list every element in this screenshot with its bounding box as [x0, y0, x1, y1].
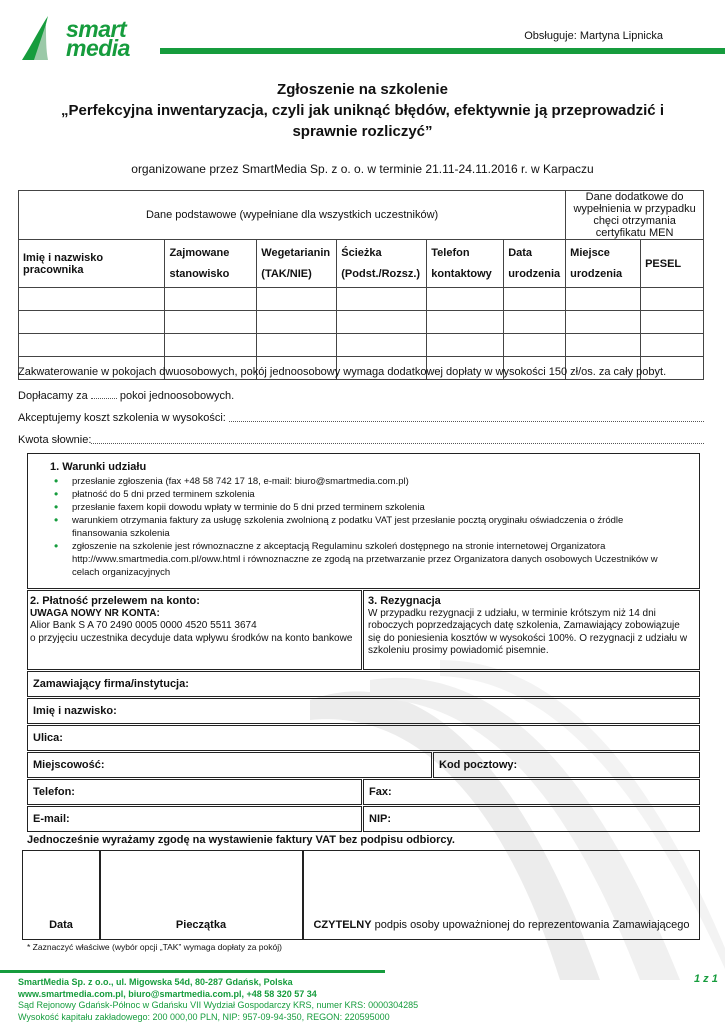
table-row[interactable]: [19, 334, 704, 357]
smartmedia-logo: [18, 14, 158, 64]
city-field[interactable]: Miejscowość:: [27, 752, 432, 778]
training-subtitle: organizowane przez SmartMedia Sp. z o. o. w terminie 21.11-24.11.2016 r. w Karpaczu: [131, 162, 594, 176]
footer-capital: Wysokość kapitału zakładowego: 200 000,00 PLN, NIP: 957-09-94-350, REGON: 220595000: [18, 1011, 390, 1022]
footnote: * Zaznaczyć właściwe (wybór opcji „TAK” wymaga dopłaty za pokój): [27, 942, 282, 952]
date-field[interactable]: Data: [49, 919, 73, 931]
signature-field[interactable]: CZYTELNY podpis osoby upoważnionej do reprezentowania Zamawiającego: [313, 919, 690, 931]
stamp-field[interactable]: Pieczątka: [175, 919, 227, 931]
group-extra-header: Dane dodatkowe do wypełnienia w przypadku chęci otrzymania certyfikatu MEN: [566, 191, 704, 240]
col-header-birth-date: Data urodzenia: [504, 240, 566, 288]
fax-field[interactable]: Fax:: [363, 779, 700, 805]
group-basic-header: Dane podstawowe (wypełniane dla wszystkich uczestników): [19, 191, 566, 240]
conditions-list: [50, 475, 699, 579]
cost-amount-field[interactable]: [229, 412, 704, 422]
payment-box: [27, 590, 362, 670]
page-title: Zgłoszenie na szkolenie: [277, 81, 448, 98]
bank-account: Alior Bank S A 70 2490 0005 0000 4520 5511 3674: [30, 620, 257, 631]
footer-address: SmartMedia Sp. z o.o., ul. Migowska 54d, 80-287 Gdańsk, Polska: [18, 977, 293, 987]
header-green-bar: [160, 48, 725, 54]
logo-line-1: smart: [66, 16, 127, 42]
email-field[interactable]: E-mail:: [27, 806, 362, 832]
col-header-position: Zajmowane stanowisko: [165, 240, 257, 288]
col-header-vegetarian: Wegetarianin (TAK/NIE): [257, 240, 337, 288]
logo-line-2: media: [66, 35, 130, 61]
vat-consent: Jednocześnie wyrażamy zgodę na wystawienie faktury VAT bez podpisu odbiorcy.: [27, 834, 455, 846]
operator-label: Obsługuje: Martyna Lipnicka: [524, 30, 663, 42]
col-header-pesel: PESEL: [641, 240, 704, 288]
list-item: • przesłanie zgłoszenia (fax +48 58 742 17 18, e-mail: biuro@smartmedia.com.pl): [72, 475, 699, 488]
list-item: • zgłoszenie na szkolenie jest równoznaczne z akceptacją Regulaminu szkoleń dostępnego na stronie internetowej Organizatora http://www.smartmedia.com.pl/oww.html i równoznaczne ze zgodą na przetwarzanie przez Organizatora danych osobowych Uczestników w celach organizacyjnych: [72, 540, 699, 579]
participants-table: [18, 190, 704, 380]
footer-block: [18, 977, 418, 1023]
payment-notice: UWAGA NOWY NR KONTA:: [30, 607, 160, 619]
footer-green-bar: [0, 970, 385, 973]
list-item: • warunkiem otrzymania faktury za usługę szkolenia zwolnioną z podatku VAT jest przesłanie pocztą oryginału oświadczenia o źródle finansowania szkolenia: [72, 514, 699, 540]
amount-words-line: Kwota słownie:: [18, 434, 704, 446]
company-field[interactable]: Zamawiający firma/instytucja:: [27, 671, 700, 697]
payment-note: o przyjęciu uczestnika decyduje data wpływu środków na konto bankowe: [30, 632, 353, 644]
nip-field[interactable]: NIP:: [363, 806, 700, 832]
accept-cost-line: Akceptujemy koszt szkolenia w wysokości:: [18, 412, 704, 424]
list-item: • przesłanie faxem kopii dowodu wpłaty w terminie do 5 dni przed terminem szkolenia: [72, 501, 699, 514]
col-header-path: Ścieżka (Podst./Rozsz.): [337, 240, 427, 288]
footer-court: Sąd Rejonowy Gdańsk-Północ w Gdańsku VII Wydział Gospodarczy KRS, numer KRS: 0000304285: [18, 1000, 419, 1010]
resignation-box: [363, 590, 700, 670]
street-field[interactable]: Ulica:: [27, 725, 700, 751]
resignation-text: W przypadku rezygnacji z udziału, w terminie krótszym niż 14 dni roboczych poprzedzających datę szkolenia, Zamawiający zobowiązuje się do poniesienia kosztów w wysokości 100%. O rezygnacji z udziału w szkoleniu prosimy powiadomić pisemnie.: [368, 607, 688, 656]
training-title-line-2: sprawnie rozliczyć”: [292, 123, 433, 140]
logo-leaf-icon: [18, 14, 68, 64]
list-item: • płatność do 5 dni przed terminem szkolenia: [72, 488, 699, 501]
full-name-field[interactable]: Imię i nazwisko:: [27, 698, 700, 724]
page-number: 1 z 1: [694, 973, 718, 985]
footer-contact: www.smartmedia.com.pl, biuro@smartmedia.com.pl, +48 58 320 57 34: [18, 988, 317, 999]
surcharge-count-field[interactable]: [91, 389, 117, 399]
col-header-birth-place: Miejsce urodzenia: [566, 240, 641, 288]
phone-field[interactable]: Telefon:: [27, 779, 362, 805]
accommodation-note: Zakwaterowanie w pokojach dwuosobowych, pokój jednoosobowy wymaga dodatkowej dopłaty w wysokości 150 zł/os. za cały pobyt.: [18, 366, 667, 378]
col-header-name: Imię i nazwisko pracownika: [19, 240, 165, 288]
table-row[interactable]: [19, 311, 704, 334]
resignation-title: 3. Rezygnacja: [368, 595, 441, 607]
training-title-line-1: „Perfekcyjna inwentaryzacja, czyli jak uniknąć błędów, efektywnie ją przeprowadzić i: [60, 102, 664, 119]
conditions-title: 1. Warunki udziału: [50, 461, 147, 473]
table-row[interactable]: [19, 288, 704, 311]
postcode-field[interactable]: Kod pocztowy:: [433, 752, 700, 778]
signature-box: [22, 850, 700, 940]
amount-words-field[interactable]: [91, 434, 704, 444]
conditions-box: [27, 453, 700, 589]
payment-title: 2. Płatność przelewem na konto:: [30, 595, 200, 607]
surcharge-line: Dopłacamy za pokoi jednoosobowych.: [18, 390, 235, 402]
col-header-phone: Telefon kontaktowy: [427, 240, 504, 288]
